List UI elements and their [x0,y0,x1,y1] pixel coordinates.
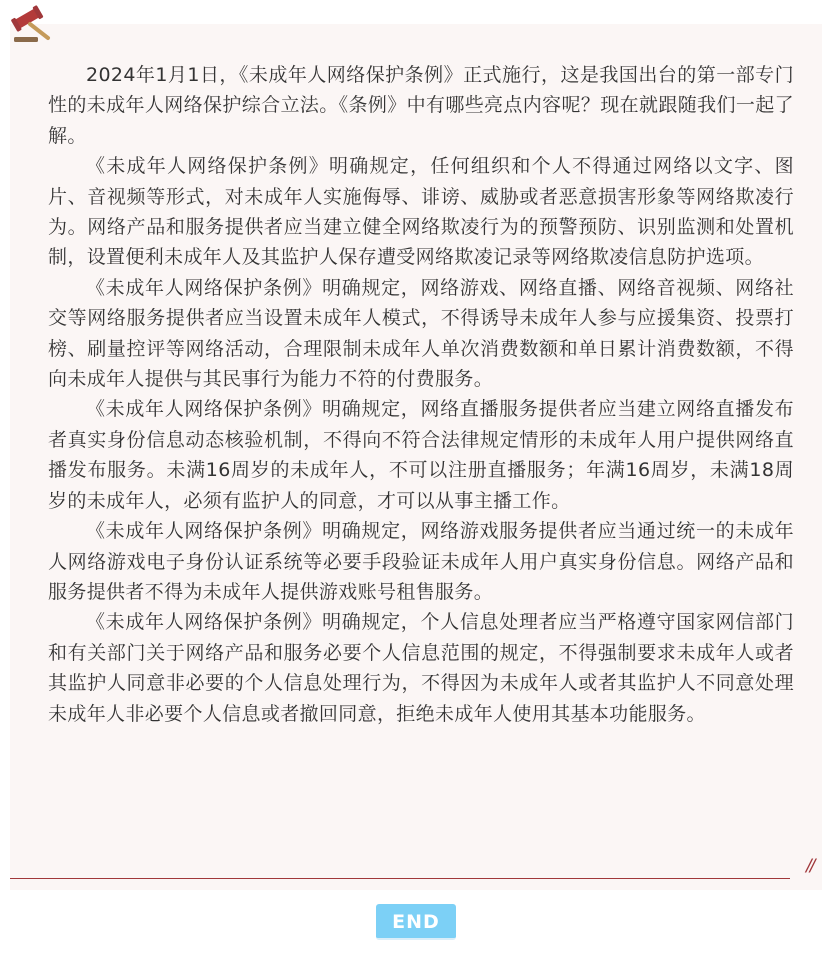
paragraph-personal-info: 《未成年人网络保护条例》明确规定，个人信息处理者应当严格遵守国家网信部门和有关部门关于网络产品和服务必要个人信息范围的规定，不得强制要求未成年人或者其监护人同意非必要的个人信息处理行为，不得因为未成年人或者其监护人不同意处理未成年人非必要个人信息或者撤回同意，拒绝未成年人使用其基本功能服务。 [48,611,794,725]
paragraph-minor-mode: 《未成年人网络保护条例》明确规定，网络游戏、网络直播、网络音视频、网络社交等网络服务提供者应当设置未成年人模式，不得诱导未成年人参与应援集资、投票打榜、刷量控评等网络活动，合理限制未成年人单次消费数额和单日累计消费数额，不得向未成年人提供与其民事行为能力不符的付费服务。 [48,276,794,391]
article-body [48,60,794,729]
divider-line [10,878,790,879]
end-badge: END [376,904,456,940]
slash-decoration: // [806,856,814,876]
paragraph-intro: 2024年1月1日，《未成年人网络保护条例》正式施行，这是我国出台的第一部专门性的未成年人网络保护综合立法。《条例》中有哪些亮点内容呢？现在就跟随我们一起了解。 [48,64,794,147]
gavel-icon [10,4,54,46]
paragraph-game-identity: 《未成年人网络保护条例》明确规定，网络游戏服务提供者应当通过统一的未成年人网络游戏电子身份认证系统等必要手段验证未成年人用户真实身份信息。网络产品和服务提供者不得为未成年人提供游戏账号租售服务。 [48,520,794,603]
paragraph-cyberbullying: 《未成年人网络保护条例》明确规定，任何组织和个人不得通过网络以文字、图片、音视频等形式，对未成年人实施侮辱、诽谤、威胁或者恶意损害形象等网络欺凌行为。网络产品和服务提供者应当建立健全网络欺凌行为的预警预防、识别监测和处置机制，设置便利未成年人及其监护人保存遭受网络欺凌记录等网络欺凌信息防护选项。 [48,155,794,269]
paragraph-live-streaming: 《未成年人网络保护条例》明确规定，网络直播服务提供者应当建立网络直播发布者真实身份信息动态核验机制，不得向不符合法律规定情形的未成年人用户提供网络直播发布服务。未满16周岁的未成年人，不可以注册直播服务；年满16周岁，未满18周岁的未成年人，必须有监护人的同意，才可以从事主播工作。 [48,398,794,512]
